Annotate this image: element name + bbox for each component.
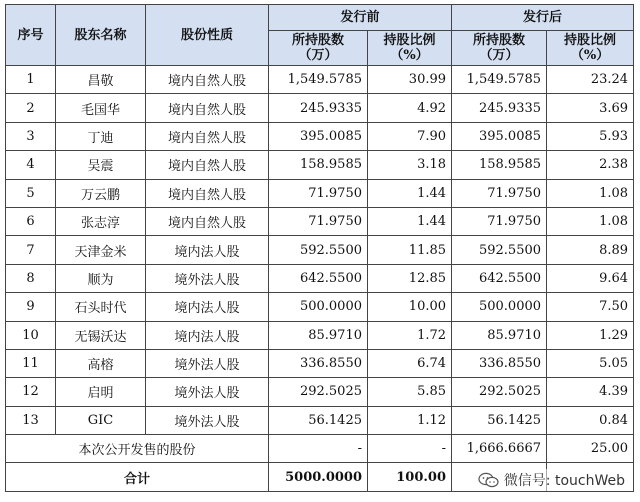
before-ratio-cell: 11.85 bbox=[368, 236, 452, 264]
total-before-shares: 5000.0000 bbox=[269, 463, 368, 492]
header-before-shares bbox=[269, 31, 368, 66]
table-row bbox=[6, 179, 634, 207]
share-type-cell: 境外法人股 bbox=[146, 406, 269, 434]
seq-cell: 6 bbox=[6, 207, 56, 235]
table-body bbox=[6, 66, 634, 492]
after-ratio-cell: 0.84 bbox=[547, 406, 634, 434]
seq-cell: 5 bbox=[6, 179, 56, 207]
after-ratio-cell: 23.24 bbox=[547, 66, 634, 94]
before-shares-cell: 500.0000 bbox=[269, 293, 368, 321]
table-row bbox=[6, 151, 634, 179]
header-ratio-line1: 持股比例 bbox=[383, 33, 436, 48]
holder-name-cell: 高榕 bbox=[56, 349, 146, 377]
header-ratio-line1: 持股比例 bbox=[564, 33, 617, 48]
table-row bbox=[6, 293, 634, 321]
before-shares-cell: 71.9750 bbox=[269, 179, 368, 207]
share-type-cell: 境内自然人股 bbox=[146, 207, 269, 235]
after-ratio-cell: 5.93 bbox=[547, 122, 634, 150]
table-row bbox=[6, 66, 634, 94]
holder-name-cell: 张志淳 bbox=[56, 207, 146, 235]
header-before: 发行前 bbox=[269, 5, 452, 31]
header-after-ratio bbox=[547, 31, 634, 66]
after-shares-cell: 85.9710 bbox=[452, 321, 547, 349]
seq-cell: 4 bbox=[6, 151, 56, 179]
after-shares-cell: 336.8550 bbox=[452, 349, 547, 377]
header-shares-line1: 所持股数 bbox=[291, 33, 344, 48]
before-shares-cell: 56.1425 bbox=[269, 406, 368, 434]
seq-cell: 1 bbox=[6, 66, 56, 94]
after-ratio-cell: 4.39 bbox=[547, 378, 634, 406]
seq-cell: 13 bbox=[6, 406, 56, 434]
before-ratio-cell: 6.74 bbox=[368, 349, 452, 377]
table-row bbox=[6, 321, 634, 349]
header-holder: 股东名称 bbox=[56, 5, 146, 66]
public-offer-before-shares: - bbox=[269, 435, 368, 463]
after-shares-cell: 71.9750 bbox=[452, 179, 547, 207]
share-type-cell: 境内法人股 bbox=[146, 321, 269, 349]
before-shares-cell: 642.5500 bbox=[269, 264, 368, 292]
shareholding-table bbox=[5, 4, 634, 492]
header-nature: 股份性质 bbox=[146, 5, 269, 66]
before-shares-cell: 395.0085 bbox=[269, 122, 368, 150]
after-ratio-cell: 5.05 bbox=[547, 349, 634, 377]
holder-name-cell: 昌敬 bbox=[56, 66, 146, 94]
before-shares-cell: 336.8550 bbox=[269, 349, 368, 377]
header-after: 发行后 bbox=[452, 5, 634, 31]
before-ratio-cell: 5.85 bbox=[368, 378, 452, 406]
holder-name-cell: 丁迪 bbox=[56, 122, 146, 150]
before-shares-cell: 85.9710 bbox=[269, 321, 368, 349]
after-ratio-cell: 2.38 bbox=[547, 151, 634, 179]
holder-name-cell: 启明 bbox=[56, 378, 146, 406]
after-ratio-cell: 7.50 bbox=[547, 293, 634, 321]
share-type-cell: 境内法人股 bbox=[146, 236, 269, 264]
share-type-cell: 境外法人股 bbox=[146, 378, 269, 406]
seq-cell: 11 bbox=[6, 349, 56, 377]
before-shares-cell: 592.5500 bbox=[269, 236, 368, 264]
after-shares-cell: 158.9585 bbox=[452, 151, 547, 179]
table-row bbox=[6, 406, 634, 434]
after-ratio-cell: 8.89 bbox=[547, 236, 634, 264]
before-ratio-cell: 1.44 bbox=[368, 207, 452, 235]
seq-cell: 7 bbox=[6, 236, 56, 264]
total-before-ratio: 100.00 bbox=[368, 463, 452, 492]
after-shares-cell: 56.1425 bbox=[452, 406, 547, 434]
after-ratio-cell: 1.08 bbox=[547, 179, 634, 207]
holder-name-cell: 顺为 bbox=[56, 264, 146, 292]
public-offer-after-ratio: 25.00 bbox=[547, 435, 634, 463]
share-type-cell: 境内自然人股 bbox=[146, 66, 269, 94]
seq-cell: 9 bbox=[6, 293, 56, 321]
before-ratio-cell: 4.92 bbox=[368, 94, 452, 122]
before-ratio-cell: 30.99 bbox=[368, 66, 452, 94]
before-ratio-cell: 3.18 bbox=[368, 151, 452, 179]
header-after-shares bbox=[452, 31, 547, 66]
before-ratio-cell: 7.90 bbox=[368, 122, 452, 150]
table-row bbox=[6, 349, 634, 377]
before-ratio-cell: 1.12 bbox=[368, 406, 452, 434]
share-type-cell: 境内法人股 bbox=[146, 293, 269, 321]
header-shares-line2: （万） bbox=[479, 48, 519, 63]
public-offer-label: 本次公开发售的股份 bbox=[6, 435, 269, 463]
after-ratio-cell: 9.64 bbox=[547, 264, 634, 292]
before-shares-cell: 158.9585 bbox=[269, 151, 368, 179]
holder-name-cell: 毛国华 bbox=[56, 94, 146, 122]
before-ratio-cell: 1.44 bbox=[368, 179, 452, 207]
total-label: 合计 bbox=[6, 463, 269, 492]
seq-cell: 10 bbox=[6, 321, 56, 349]
header-ratio-line2: （%） bbox=[570, 48, 610, 63]
table-row bbox=[6, 94, 634, 122]
after-shares-cell: 71.9750 bbox=[452, 207, 547, 235]
share-type-cell: 境外法人股 bbox=[146, 264, 269, 292]
table-row bbox=[6, 236, 634, 264]
share-type-cell: 境内自然人股 bbox=[146, 94, 269, 122]
holder-name-cell: 无锡沃达 bbox=[56, 321, 146, 349]
before-shares-cell: 71.9750 bbox=[269, 207, 368, 235]
header-ratio-line2: （%） bbox=[390, 48, 429, 63]
after-shares-cell: 245.9335 bbox=[452, 94, 547, 122]
holder-name-cell: 石头时代 bbox=[56, 293, 146, 321]
holder-name-cell: 万云鹏 bbox=[56, 179, 146, 207]
seq-cell: 3 bbox=[6, 122, 56, 150]
after-shares-cell: 292.5025 bbox=[452, 378, 547, 406]
share-type-cell: 境内自然人股 bbox=[146, 122, 269, 150]
public-offer-after-shares: 1,666.6667 bbox=[452, 435, 547, 463]
header-before-ratio bbox=[368, 31, 452, 66]
watermark-text: 微信号: touchWeb bbox=[503, 473, 625, 489]
before-ratio-cell: 12.85 bbox=[368, 264, 452, 292]
seq-cell: 2 bbox=[6, 94, 56, 122]
table-row bbox=[6, 264, 634, 292]
table-row bbox=[6, 122, 634, 150]
after-shares-cell: 500.0000 bbox=[452, 293, 547, 321]
before-shares-cell: 245.9335 bbox=[269, 94, 368, 122]
after-shares-cell: 1,549.5785 bbox=[452, 66, 547, 94]
header-shares-line2: （万） bbox=[298, 48, 338, 63]
after-shares-cell: 395.0085 bbox=[452, 122, 547, 150]
holder-name-cell: 吴震 bbox=[56, 151, 146, 179]
before-shares-cell: 1,549.5785 bbox=[269, 66, 368, 94]
before-ratio-cell: 10.00 bbox=[368, 293, 452, 321]
after-ratio-cell: 1.08 bbox=[547, 207, 634, 235]
public-offer-before-ratio: - bbox=[368, 435, 452, 463]
after-ratio-cell: 1.29 bbox=[547, 321, 634, 349]
share-type-cell: 境内自然人股 bbox=[146, 151, 269, 179]
seq-cell: 12 bbox=[6, 378, 56, 406]
after-shares-cell: 642.5500 bbox=[452, 264, 547, 292]
table-row bbox=[6, 207, 634, 235]
header-shares-line1: 所持股数 bbox=[473, 33, 526, 48]
watermark bbox=[475, 469, 628, 491]
before-shares-cell: 292.5025 bbox=[269, 378, 368, 406]
share-type-cell: 境外法人股 bbox=[146, 349, 269, 377]
holder-name-cell: GIC bbox=[56, 406, 146, 434]
after-ratio-cell: 3.69 bbox=[547, 94, 634, 122]
after-shares-cell: 592.5500 bbox=[452, 236, 547, 264]
share-type-cell: 境内自然人股 bbox=[146, 179, 269, 207]
wechat-icon bbox=[478, 472, 500, 488]
table-row bbox=[6, 378, 634, 406]
holder-name-cell: 天津金米 bbox=[56, 236, 146, 264]
seq-cell: 8 bbox=[6, 264, 56, 292]
before-ratio-cell: 1.72 bbox=[368, 321, 452, 349]
public-offer-row bbox=[6, 435, 634, 463]
header-seq: 序号 bbox=[6, 5, 56, 66]
